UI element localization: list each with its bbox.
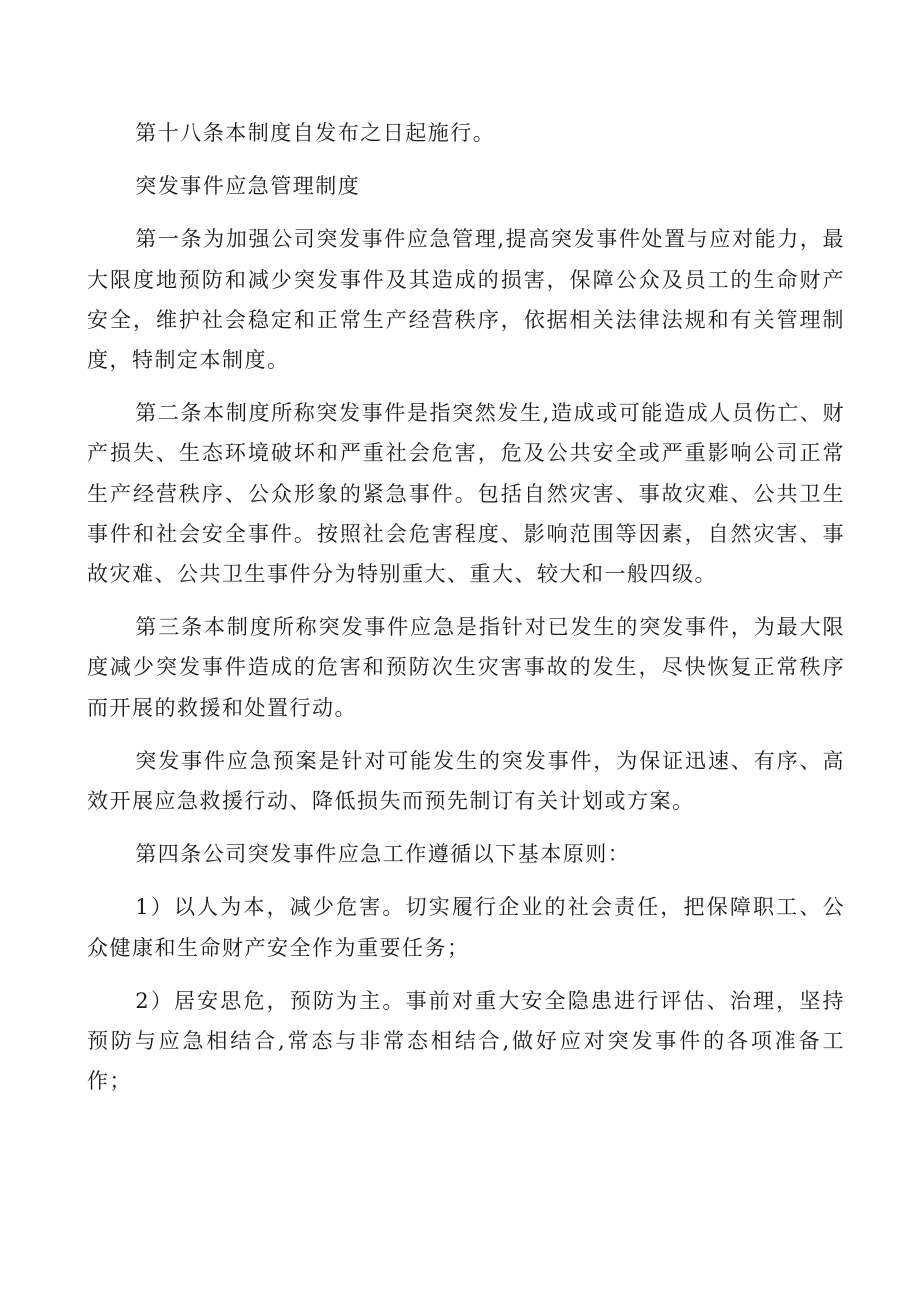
paragraph-article-3: 第三条本制度所称突发事件应急是指针对已发生的突发事件，为最大限度减少突发事件造成的危害和预防次生灾害事故的发生，尽快恢复正常秩序而开展的救援和处置行动。 <box>87 615 845 720</box>
list-item-principle-2: 2）居安思危，预防为主。事前对重大安全隐患进行评估、治理，坚持预防与应急相结合,常态与非常态相结合,做好应对突发事件的各项准备工作； <box>87 988 845 1094</box>
paragraph-article-2: 第二条本制度所称突发事件是指突然发生,造成或可能造成人员伤亡、财产损失、生态环境破坏和严重社会危害，危及公共安全或严重影响公司正常生产经营秩序、公众形象的紧急事件。包括自然灾害、事故灾难、公共卫生事件和社会安全事件。按照社会危害程度、影响范围等因素，自然灾害、事故灾难、公共卫生事件分为特别重大、重大、较大和一般四级。 <box>87 401 845 587</box>
paragraph-article-18: 第十八条本制度自发布之日起施行。 <box>135 121 496 145</box>
document-body <box>87 113 845 1114</box>
paragraph-article-4: 第四条公司突发事件应急工作遵循以下基本原则： <box>135 842 631 867</box>
section-title: 突发事件应急管理制度 <box>135 174 361 199</box>
paragraph-emergency-plan: 突发事件应急预案是针对可能发生的突发事件，为保证迅速、有序、高效开展应急救援行动、降低损失而预先制订有关计划或方案。 <box>87 748 845 814</box>
list-item-principle-1: 1）以人为本，减少危害。切实履行企业的社会责任，把保障职工、公众健康和生命财产安全作为重要任务； <box>87 895 845 960</box>
paragraph-article-1: 第一条为加强公司突发事件应急管理,提高突发事件处置与应对能力，最大限度地预防和减少突发事件及其造成的损害，保障公众及员工的生命财产安全，维护社会稳定和正常生产经营秩序，依据相关法律法规和有关管理制度，特制定本制度。 <box>87 227 845 373</box>
